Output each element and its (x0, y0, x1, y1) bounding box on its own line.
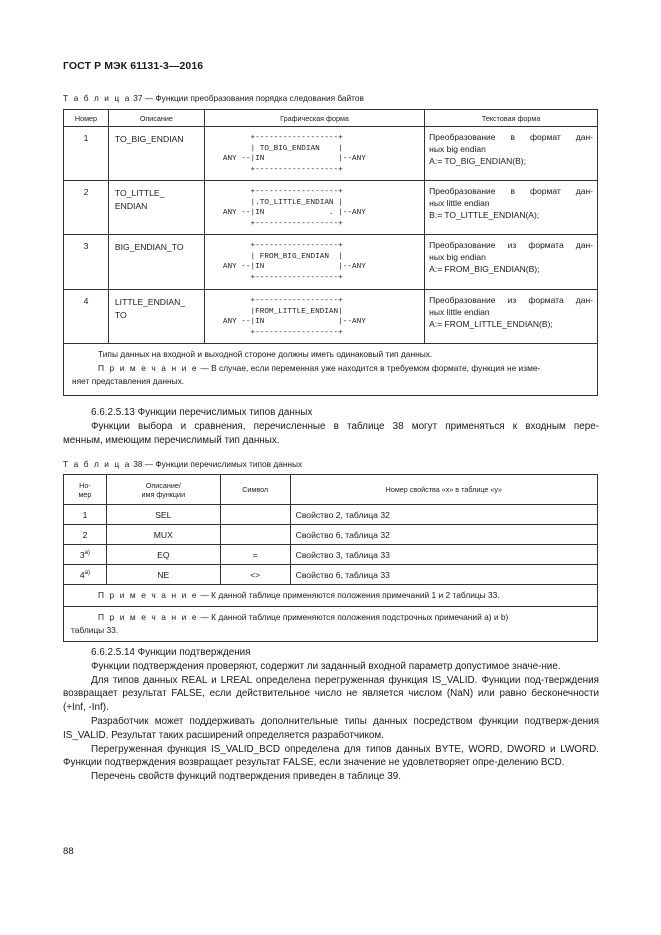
text-form-line: Преобразование в формат дан- (429, 132, 593, 142)
function-block-diagram: +------------------+ |FROM_LITTLE_ENDIAN| ANY --|IN |--ANY +------------------+ (222, 297, 366, 337)
column-header-description: Описание (108, 110, 204, 127)
section-heading: 6.6.2.5.14 Функции подтверждения (91, 647, 251, 658)
paragraph: Перечень свойств функций подтверждения приведен в таблице 39. (91, 771, 401, 783)
table-38-caption-label: Т а б л и ц а (63, 459, 131, 469)
paragraph-line: Функции выбора и сравнения, перечисленные в таблице 38 могут применяться к входным пере- (91, 420, 599, 432)
row-number (64, 565, 107, 585)
section-6-6-2-5-14 (63, 646, 599, 784)
paragraph: Для типов данных REAL и LREAL определена перегруженная функция IS_VALID. Функции под-тверждения возвращает результат FALSE, если действительное число не является числом (NaN) или равно бесконечности (+Inf, -Inf). (63, 674, 599, 714)
row-number (64, 525, 107, 545)
table-row (64, 127, 598, 181)
note-text-continuation: таблицы 33. (71, 625, 119, 635)
function-name: NE (106, 565, 220, 585)
row-number: 4 (64, 290, 109, 344)
row-number: 3 (64, 235, 109, 290)
row-number-value: 1 (82, 509, 88, 520)
function-name: EQ (106, 545, 220, 565)
note-text: — К данной таблице применяются положения примечаний 1 и 2 таблицы 33. (198, 590, 500, 600)
table-note (64, 344, 598, 396)
note-text: — К данной таблице применяются положения подстрочных примечаний a) и b) (198, 612, 509, 622)
note-text: — В случае, если переменная уже находится в требуемом формате, функция не изме- (198, 362, 541, 373)
row-number-value: 3 (79, 549, 85, 560)
note-text-continuation: няет представления данных. (72, 376, 185, 386)
function-name (108, 290, 204, 344)
table-row (64, 181, 598, 235)
table-38 (63, 474, 598, 642)
note-label: П р и м е ч а н и е (98, 590, 199, 600)
table-note (64, 585, 598, 607)
property-reference: Свойство 3, таблица 33 (290, 545, 597, 565)
note-label: П р и м е ч а н и е (98, 362, 199, 373)
column-header-number (64, 475, 107, 505)
row-number-value: 4 (79, 569, 85, 580)
table-note-line: Типы данных на входной и выходной стороне должны иметь одинаковый тип данных. (98, 349, 433, 359)
row-number-value: 2 (82, 529, 88, 540)
function-name (108, 235, 204, 290)
column-header-description (106, 475, 220, 505)
table-row (64, 290, 598, 344)
row-number: 1 (64, 127, 109, 181)
table-note-row (64, 585, 598, 607)
column-header-text-form: Текстовая форма (425, 110, 598, 127)
text-form-formula: A:= TO_BIG_ENDIAN(B); (429, 155, 526, 166)
table-note-row (64, 344, 598, 396)
function-symbol (220, 505, 290, 525)
text-form-formula: A:= FROM_BIG_ENDIAN(B); (429, 263, 540, 274)
paragraph-line: менным, имеющим перечислимый тип данных. (63, 434, 280, 446)
header-line: мер (78, 489, 92, 499)
text-form-line: Преобразование в формат дан- (429, 186, 593, 196)
graphic-form-cell (204, 127, 424, 181)
function-name (108, 127, 204, 181)
header-line: имя функции (141, 489, 186, 499)
table-row (64, 565, 598, 585)
function-block-diagram: +------------------+ | TO_BIG_ENDIAN | ANY --|IN |--ANY +------------------+ (222, 134, 366, 174)
table-row (64, 525, 598, 545)
property-reference: Свойство 2, таблица 32 (290, 505, 597, 525)
header-line: Но- (79, 480, 91, 490)
property-reference: Свойство 6, таблица 33 (290, 565, 597, 585)
table-note-remark (71, 611, 590, 624)
column-header-graphic-form: Графическая форма (204, 110, 424, 127)
function-name (108, 181, 204, 235)
function-name: SEL (106, 505, 220, 525)
text-form-formula: B:= TO_LITTLE_ENDIAN(A); (429, 209, 540, 220)
function-symbol (220, 525, 290, 545)
table-note-row (64, 607, 598, 642)
paragraph: Функции подтверждения проверяют, содержит ли заданный входной параметр допустимое значе-ние. (91, 660, 561, 672)
note-label: П р и м е ч а н и е (98, 612, 199, 622)
function-block-diagram: +------------------+ | FROM_BIG_ENDIAN | ANY --|IN |--ANY +------------------+ (222, 242, 366, 282)
function-name: MUX (106, 525, 220, 545)
paragraph: Разработчик может поддерживать дополнительные типы данных посредством функции подтверж-дения IS_VALID. Результат таких расширений определяется разработчиком. (63, 715, 599, 741)
text-form-line: ных big endian (429, 251, 486, 262)
table-38-caption (63, 459, 302, 469)
footnote-marker: a) (84, 549, 91, 556)
text-form-cell (425, 235, 598, 290)
footnote-marker: a) (84, 569, 91, 576)
table-note-remark (72, 362, 589, 376)
document-code: ГОСТ Р МЭК 61131-3—2016 (63, 60, 204, 72)
table-37-caption (63, 93, 364, 103)
header-line: Описание/ (145, 480, 181, 490)
page-number: 88 (63, 846, 74, 857)
text-form-line: ных little endian (429, 306, 490, 317)
section-6-6-2-5-13 (63, 406, 599, 447)
table-37-caption-label: Т а б л и ц а (63, 93, 131, 103)
table-37 (63, 109, 598, 396)
row-number (64, 505, 107, 525)
text-form-formula: A:= FROM_LITTLE_ENDIAN(B); (429, 318, 553, 329)
paragraph: Перегруженная функция IS_VALID_BCD определена для типов данных BYTE, WORD, DWORD и LWORD. Функции подтверждения возвращает результат FALSE, если значение не удовлетворяет опре-делению BCD. (63, 743, 599, 769)
function-name-line: BIG_ENDIAN_TO (114, 242, 184, 252)
text-form-cell (425, 181, 598, 235)
function-name-line: ENDIAN (114, 201, 148, 211)
column-header-symbol: Символ (220, 475, 290, 505)
table-row (64, 235, 598, 290)
table-37-caption-text: 37 — Функции преобразования порядка следования байтов (133, 93, 364, 103)
text-form-cell (425, 290, 598, 344)
row-number: 2 (64, 181, 109, 235)
text-form-line: Преобразование из формата дан- (429, 295, 593, 305)
table-row (64, 545, 598, 565)
text-form-line: Преобразование из формата дан- (429, 240, 593, 250)
text-form-cell (425, 127, 598, 181)
column-header-property: Номер свойства «x» в таблице «y» (290, 475, 597, 505)
function-symbol: = (220, 545, 290, 565)
table-row (64, 505, 598, 525)
column-header-number: Номер (64, 110, 109, 127)
function-name-line: TO_LITTLE_ (114, 188, 165, 198)
table-note (64, 607, 598, 642)
function-name-line: LITTLE_ENDIAN_ (114, 297, 186, 307)
graphic-form-cell (204, 181, 424, 235)
function-name-line: TO_BIG_ENDIAN (114, 134, 184, 144)
function-block-diagram: +------------------+ |.TO_LITTLE_ENDIAN | ANY --|IN . |--ANY +------------------+ (222, 188, 366, 228)
property-reference: Свойство 6, таблица 32 (290, 525, 597, 545)
row-number (64, 545, 107, 565)
text-form-line: ных big endian (429, 143, 486, 154)
table-38-caption-text: 38 — Функции перечислимых типов данных (133, 459, 303, 469)
section-heading: 6.6.2.5.13 Функции перечислимых типов данных (91, 407, 313, 418)
function-symbol: <> (220, 565, 290, 585)
graphic-form-cell (204, 290, 424, 344)
graphic-form-cell (204, 235, 424, 290)
text-form-line: ных little endian (429, 197, 490, 208)
function-name-line: TO (114, 310, 127, 320)
